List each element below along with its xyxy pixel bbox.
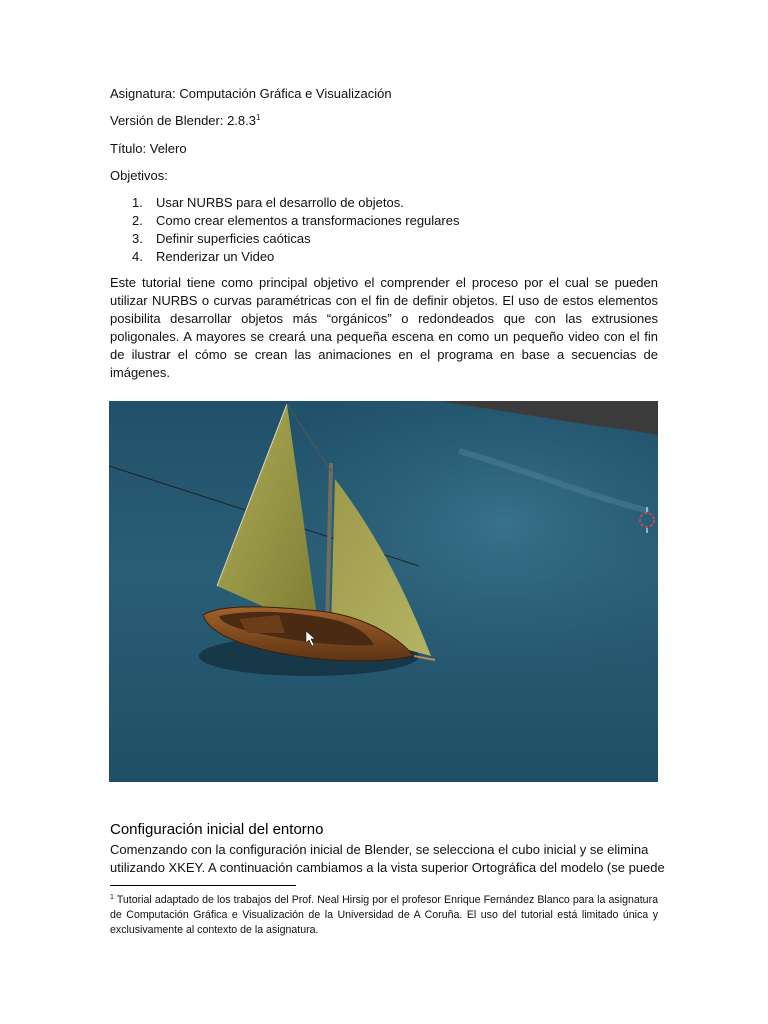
list-number: 4. xyxy=(132,249,143,264)
footnote-reference[interactable]: 1 xyxy=(256,113,261,122)
list-number: 3. xyxy=(132,231,143,246)
footnote xyxy=(110,893,658,938)
footnote-separator xyxy=(110,885,296,886)
list-item xyxy=(132,194,459,212)
list-number: 2. xyxy=(132,213,143,228)
objectives-list xyxy=(132,194,459,266)
section-heading: Configuración inicial del entorno xyxy=(110,821,324,838)
sailboat-render-image xyxy=(109,401,658,782)
objectives-label: Objetivos: xyxy=(110,168,168,183)
list-text: Usar NURBS para el desarrollo de objetos. xyxy=(156,195,404,210)
version-label: Versión de Blender: 2.8.3 xyxy=(110,113,256,128)
footnote-text: Tutorial adaptado de los trabajos del Prof. Neal Hirsig por el profesor Enrique Fernández Blanco para la asignatura de Computación Gráfica e Visualización de la Universidad de A Coruña. El uso del tutorial está limitado única y exclusivamente al contexto de la asignatura. xyxy=(110,894,658,936)
sailboat-render-svg xyxy=(109,401,658,782)
footnote-mark: 1 xyxy=(110,894,114,901)
list-text: Como crear elementos a transformaciones regulares xyxy=(156,213,460,228)
list-text: Definir superficies caóticas xyxy=(156,231,311,246)
version-line xyxy=(110,112,260,130)
intro-paragraph: Este tutorial tiene como principal objetivo el comprender el proceso por el cual se pueden utilizar NURBS o curvas paramétricas con el fin de definir objetos. El uso de estos elementos posibilita desarrollar objetos más “orgánicos” o redondeados que con las extrusiones poligonales. A mayores se creará una pequeña escena en como un pequeño video con el fin de ilustrar el cómo se crean las animaciones en el programa en base a secuencias de imágenes. xyxy=(110,275,658,380)
list-item xyxy=(132,212,459,230)
section-body-line: Comenzando con la configuración inicial de Blender, se selecciona el cubo inicial y se elimina xyxy=(110,842,649,857)
list-text: Renderizar un Video xyxy=(156,249,275,264)
section-body-line: utilizando XKEY. A continuación cambiamos a la vista superior Ortográfica del modelo (se puede xyxy=(110,860,665,875)
title-line: Título: Velero xyxy=(110,141,187,156)
subject-line: Asignatura: Computación Gráfica e Visualización xyxy=(110,86,392,101)
list-number: 1. xyxy=(132,195,143,210)
list-item xyxy=(132,248,459,266)
list-item xyxy=(132,230,459,248)
